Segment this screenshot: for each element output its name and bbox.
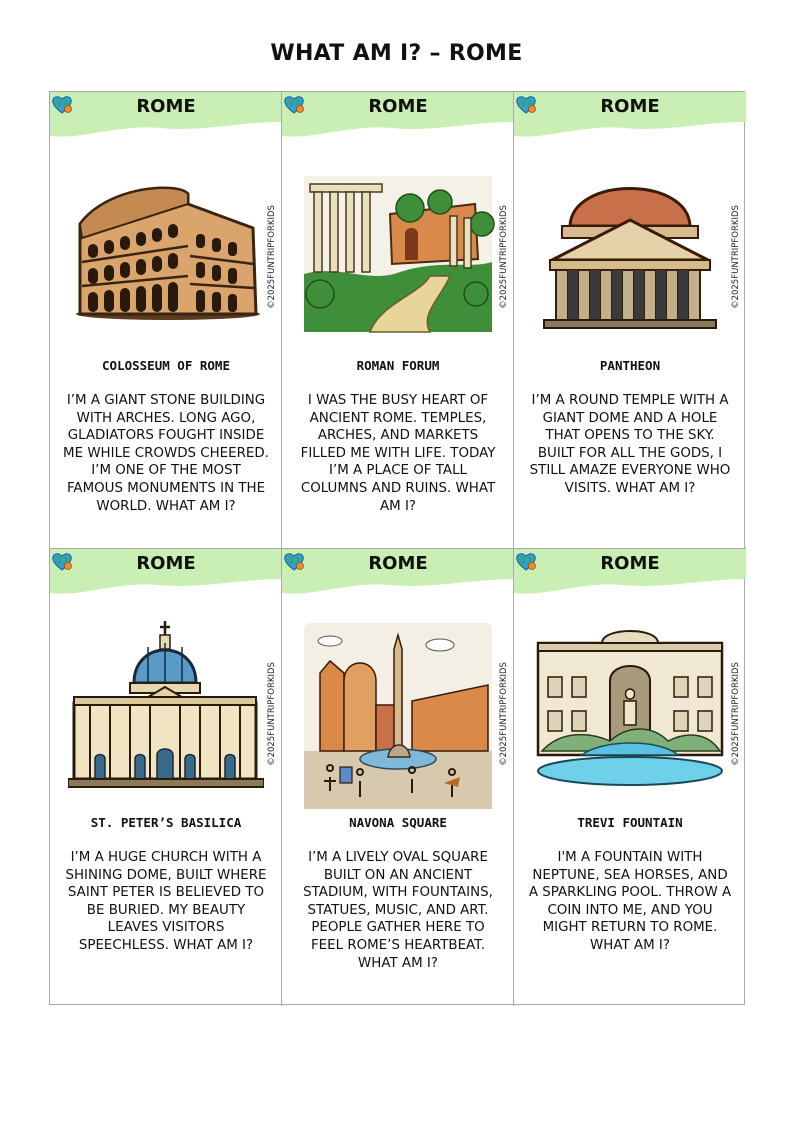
card-banner <box>282 549 514 597</box>
city-label: ROME <box>600 96 660 117</box>
card-grid <box>49 91 745 1005</box>
copyright-label: ©2025FUNTRIPFORKIDS <box>499 205 509 309</box>
riddle-card <box>50 92 282 549</box>
card-banner <box>514 549 746 597</box>
riddle-text: I’M A ROUND TEMPLE WITH A GIANT DOME AND A HOLE THAT OPENS TO THE SKY. BUILT FOR ALL THE GODS, I STILL AMAZE EVERYONE WHO VISITS. WHAT AM I? <box>529 393 731 496</box>
riddle-text: I'M A FOUNTAIN WITH NEPTUNE, SEA HORSES, AND A SPARKLING POOL. THROW A COIN INTO ME, AND YOU MIGHT RETURN TO ROME. WHAT AM I? <box>528 850 732 953</box>
city-label: ROME <box>368 553 428 574</box>
copyright-label: ©2025FUNTRIPFORKIDS <box>731 205 741 309</box>
riddle-text: I’M A GIANT STONE BUILDING WITH ARCHES. LONG AGO, GLADIATORS FOUGHT INSIDE ME WHILE CROWDS CHEERED. I’M ONE OF THE MOST FAMOUS MONUMENTS IN THE WORLD. WHAT AM I? <box>63 393 269 514</box>
card-banner <box>50 92 282 140</box>
card-banner <box>514 92 746 140</box>
globe-heart-icon <box>514 92 538 116</box>
riddle-text: I’M A LIVELY OVAL SQUARE BUILT ON AN ANCIENT STADIUM, WITH FOUNTAINS, STATUES, MUSIC, AND ART. PEOPLE GATHER HERE TO FEEL ROME’S HEARTBEAT. WHAT AM I? <box>303 850 493 971</box>
copyright-label: ©2025FUNTRIPFORKIDS <box>499 662 509 766</box>
globe-heart-icon <box>50 549 74 573</box>
trevi-fountain-illustration <box>532 621 728 791</box>
landmark-name: PANTHEON <box>599 358 661 373</box>
card-banner <box>282 92 514 140</box>
riddle-card <box>282 92 514 549</box>
roman-forum-illustration <box>300 164 496 334</box>
copyright-label: ©2025FUNTRIPFORKIDS <box>267 205 277 309</box>
riddle-text: I WAS THE BUSY HEART OF ANCIENT ROME. TEMPLES, ARCHES, AND MARKETS FILLED ME WITH LIFE. TODAY I’M A PLACE OF TALL COLUMNS AND RUINS. WHAT AM I? <box>300 393 496 514</box>
st-peters-basilica-illustration <box>68 621 264 791</box>
globe-heart-icon <box>514 549 538 573</box>
riddle-card <box>50 549 282 1006</box>
pantheon-illustration <box>532 164 728 334</box>
page-title: WHAT AM I? – ROME <box>270 41 523 66</box>
landmark-name: NAVONA SQUARE <box>349 815 447 830</box>
city-label: ROME <box>600 553 660 574</box>
city-label: ROME <box>136 553 196 574</box>
globe-heart-icon <box>282 549 306 573</box>
city-label: ROME <box>136 96 196 117</box>
globe-heart-icon <box>50 92 74 116</box>
globe-heart-icon <box>282 92 306 116</box>
landmark-name: ROMAN FORUM <box>356 358 440 373</box>
riddle-card <box>514 549 746 1006</box>
riddle-card <box>514 92 746 549</box>
copyright-label: ©2025FUNTRIPFORKIDS <box>267 662 277 766</box>
landmark-name: ST. PETER’S BASILICA <box>90 815 242 830</box>
copyright-label: ©2025FUNTRIPFORKIDS <box>731 662 741 766</box>
riddle-card <box>282 549 514 1006</box>
navona-square-illustration <box>300 621 496 791</box>
city-label: ROME <box>368 96 428 117</box>
riddle-text: I’M A HUGE CHURCH WITH A SHINING DOME, BUILT WHERE SAINT PETER IS BELIEVED TO BE BURIED. MY BEAUTY LEAVES VISITORS SPEECHLESS. WHAT AM I? <box>65 850 267 953</box>
colosseum-illustration <box>68 164 264 334</box>
landmark-name: TREVI FOUNTAIN <box>577 815 683 830</box>
card-banner <box>50 549 282 597</box>
landmark-name: COLOSSEUM OF ROME <box>102 358 230 373</box>
